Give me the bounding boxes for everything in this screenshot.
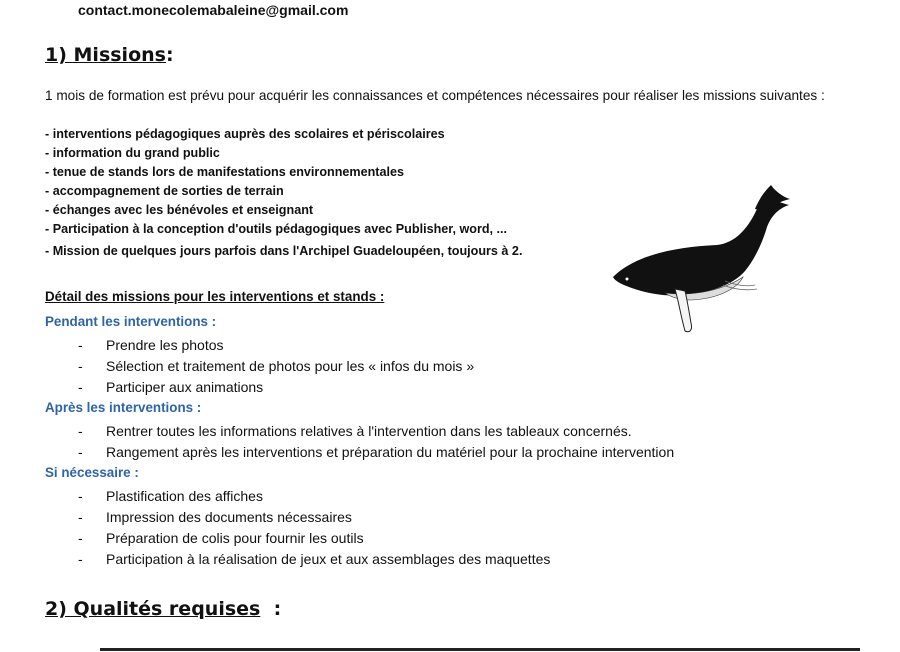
list-item: - information du grand public: [45, 146, 220, 160]
contact-email: contact.monecolemabaleine@gmail.com: [78, 2, 349, 18]
dash-bullet: -: [78, 423, 83, 439]
intro-paragraph: 1 mois de formation est prévu pour acquérir les connaissances et compétences nécessaires pour réaliser les missions suivantes :: [45, 88, 825, 103]
section-title-qualities: [45, 598, 281, 620]
dash-bullet: -: [78, 444, 83, 460]
list-item: - Participation à la conception d'outils pédagogiques avec Publisher, word, ...: [45, 222, 508, 236]
list-item-text: Participer aux animations: [106, 379, 264, 395]
subheading-if-needed: Si nécessaire :: [45, 465, 139, 480]
section-title-missions: [45, 44, 174, 66]
dash-bullet: -: [78, 379, 83, 395]
list-item: [74, 335, 474, 356]
dash-bullet: -: [78, 358, 83, 374]
details-title: Détail des missions pour les interventions et stands :: [45, 289, 385, 304]
list-item: - Mission de quelques jours parfois dans l'Archipel Guadeloupéen, toujours à 2.: [45, 244, 523, 258]
list-item: [74, 549, 550, 570]
qualities-title-text: 2) Qualités requises: [45, 598, 261, 620]
list-item: [74, 421, 674, 442]
if-needed-list: [74, 486, 550, 570]
list-item-text: Sélection et traitement de photos pour les « infos du mois »: [106, 358, 475, 374]
missions-list: [45, 125, 522, 261]
list-item-text: Impression des documents nécessaires: [106, 509, 352, 525]
after-list: [74, 421, 674, 463]
list-item-text: Prendre les photos: [106, 337, 224, 353]
list-item: [74, 377, 474, 398]
list-item: - interventions pédagogiques auprès des scolaires et périscolaires: [45, 127, 445, 141]
list-item: [74, 356, 474, 377]
list-item: [74, 486, 550, 507]
list-item-text: Plastification des affiches: [106, 488, 263, 504]
list-item-text: Rentrer toutes les informations relatives à l'intervention dans les tableaux concernés.: [106, 423, 632, 439]
list-item: [74, 442, 674, 463]
whale-icon: [605, 185, 790, 335]
dash-bullet: -: [78, 509, 83, 525]
list-item-text: Rangement après les interventions et préparation du matériel pour la prochaine intervention: [106, 444, 675, 460]
list-item: [74, 507, 550, 528]
subheading-after: Après les interventions :: [45, 400, 202, 415]
during-list: [74, 335, 474, 398]
list-item: [74, 528, 550, 549]
dash-bullet: -: [78, 551, 83, 567]
missions-title-colon: :: [165, 44, 174, 66]
qualities-title-colon: :: [273, 598, 282, 620]
subheading-during: Pendant les interventions :: [45, 314, 217, 329]
dash-bullet: -: [78, 337, 83, 353]
list-item: - échanges avec les bénévoles et enseignant: [45, 203, 314, 217]
missions-title-text: 1) Missions: [45, 44, 166, 66]
list-item-text: Préparation de colis pour fournir les outils: [106, 530, 364, 546]
list-item: - tenue de stands lors de manifestations environnementales: [45, 165, 405, 179]
dash-bullet: -: [78, 488, 83, 504]
list-item-text: Participation à la réalisation de jeux et aux assemblages des maquettes: [106, 551, 551, 567]
dash-bullet: -: [78, 530, 83, 546]
list-item: - accompagnement de sorties de terrain: [45, 184, 284, 198]
